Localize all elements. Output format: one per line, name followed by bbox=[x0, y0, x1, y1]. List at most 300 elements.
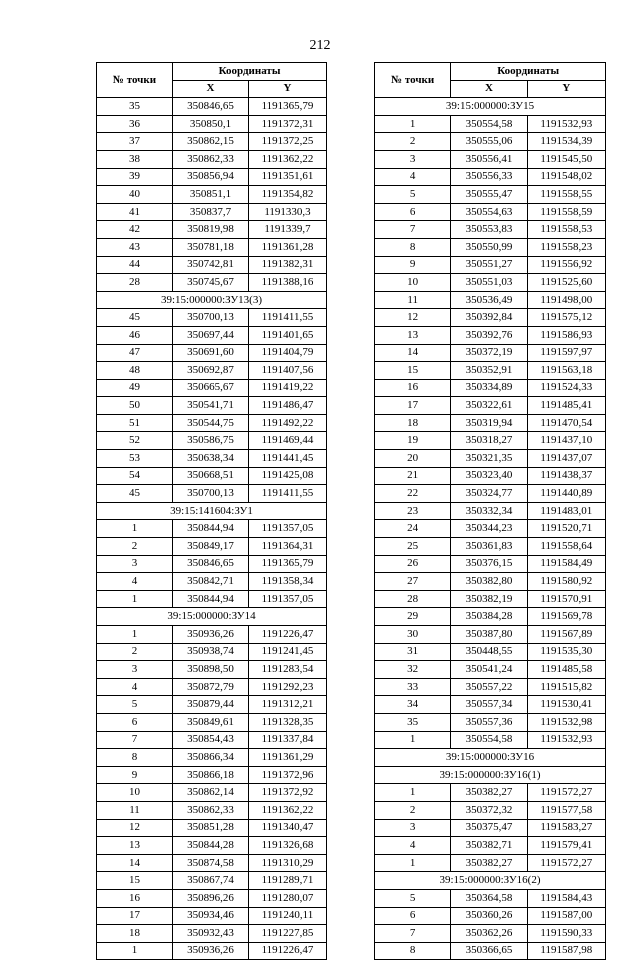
point-number-cell: 13 bbox=[97, 837, 173, 855]
point-number-cell: 4 bbox=[97, 573, 173, 591]
coordinates-header: Координаты bbox=[173, 63, 327, 81]
x-cell: 350742,81 bbox=[173, 256, 249, 274]
table-row bbox=[375, 643, 606, 661]
x-cell: 350846,65 bbox=[173, 555, 249, 573]
table-body-left bbox=[97, 98, 327, 960]
x-cell: 350554,58 bbox=[451, 731, 527, 749]
y-cell: 1191485,58 bbox=[527, 661, 605, 679]
table-row bbox=[375, 326, 606, 344]
point-number-cell: 4 bbox=[375, 837, 451, 855]
x-header: X bbox=[451, 80, 527, 98]
x-cell: 350382,19 bbox=[451, 590, 527, 608]
x-cell: 350691,60 bbox=[173, 344, 249, 362]
x-cell: 350938,74 bbox=[173, 643, 249, 661]
point-number-cell: 50 bbox=[97, 397, 173, 415]
table-row bbox=[375, 678, 606, 696]
table-row bbox=[375, 608, 606, 626]
table-row bbox=[375, 432, 606, 450]
x-cell: 350837,7 bbox=[173, 203, 249, 221]
section-row bbox=[375, 749, 606, 767]
point-number-cell: 17 bbox=[97, 907, 173, 925]
y-cell: 1191587,98 bbox=[527, 942, 605, 960]
point-number-cell: 28 bbox=[97, 274, 173, 292]
point-number-cell: 6 bbox=[375, 907, 451, 925]
y-cell: 1191358,34 bbox=[249, 573, 327, 591]
section-label: 39:15:000000:ЗУ16 bbox=[375, 749, 606, 767]
point-number-cell: 26 bbox=[375, 555, 451, 573]
point-number-cell: 33 bbox=[375, 678, 451, 696]
x-cell: 350361,83 bbox=[451, 538, 527, 556]
y-cell: 1191524,33 bbox=[527, 379, 605, 397]
y-cell: 1191404,79 bbox=[249, 344, 327, 362]
table-row bbox=[97, 362, 327, 380]
point-number-header: № точки bbox=[97, 63, 173, 98]
y-header: Y bbox=[527, 80, 605, 98]
y-cell: 1191401,65 bbox=[249, 326, 327, 344]
y-cell: 1191580,92 bbox=[527, 573, 605, 591]
x-cell: 350392,76 bbox=[451, 326, 527, 344]
table-row bbox=[97, 819, 327, 837]
section-row bbox=[375, 98, 606, 116]
y-cell: 1191365,79 bbox=[249, 98, 327, 116]
x-cell: 350384,28 bbox=[451, 608, 527, 626]
table-row bbox=[97, 538, 327, 556]
table-row bbox=[97, 432, 327, 450]
table-row bbox=[375, 379, 606, 397]
table-row bbox=[97, 872, 327, 890]
table-row bbox=[375, 309, 606, 327]
point-number-cell: 48 bbox=[97, 362, 173, 380]
table-row bbox=[97, 344, 327, 362]
y-cell: 1191515,82 bbox=[527, 678, 605, 696]
point-number-cell: 37 bbox=[97, 133, 173, 151]
table-row bbox=[97, 98, 327, 116]
point-number-cell: 7 bbox=[97, 731, 173, 749]
point-number-cell: 51 bbox=[97, 414, 173, 432]
y-cell: 1191280,07 bbox=[249, 889, 327, 907]
x-cell: 350324,77 bbox=[451, 485, 527, 503]
x-cell: 350344,23 bbox=[451, 520, 527, 538]
table-body-right bbox=[375, 98, 606, 960]
point-number-cell: 53 bbox=[97, 450, 173, 468]
y-cell: 1191545,50 bbox=[527, 150, 605, 168]
point-number-cell: 5 bbox=[97, 696, 173, 714]
table-row bbox=[97, 203, 327, 221]
x-cell: 350867,74 bbox=[173, 872, 249, 890]
point-number-cell: 1 bbox=[375, 115, 451, 133]
point-number-cell: 14 bbox=[97, 854, 173, 872]
point-number-cell: 9 bbox=[97, 766, 173, 784]
y-cell: 1191586,93 bbox=[527, 326, 605, 344]
x-cell: 350665,67 bbox=[173, 379, 249, 397]
table-row bbox=[375, 538, 606, 556]
y-cell: 1191483,01 bbox=[527, 502, 605, 520]
point-number-cell: 19 bbox=[375, 432, 451, 450]
y-cell: 1191364,31 bbox=[249, 538, 327, 556]
y-cell: 1191365,79 bbox=[249, 555, 327, 573]
x-cell: 350332,34 bbox=[451, 502, 527, 520]
point-number-cell: 47 bbox=[97, 344, 173, 362]
table-row bbox=[375, 854, 606, 872]
coordinates-header: Координаты bbox=[451, 63, 606, 81]
point-number-cell: 22 bbox=[375, 485, 451, 503]
y-cell: 1191492,22 bbox=[249, 414, 327, 432]
y-cell: 1191583,27 bbox=[527, 819, 605, 837]
y-cell: 1191241,45 bbox=[249, 643, 327, 661]
x-cell: 350850,1 bbox=[173, 115, 249, 133]
point-number-cell: 1 bbox=[375, 784, 451, 802]
table-row bbox=[97, 626, 327, 644]
x-cell: 350387,80 bbox=[451, 626, 527, 644]
x-cell: 350323,40 bbox=[451, 467, 527, 485]
x-cell: 350862,33 bbox=[173, 150, 249, 168]
table-row bbox=[375, 291, 606, 309]
point-number-cell: 25 bbox=[375, 538, 451, 556]
x-cell: 350555,47 bbox=[451, 186, 527, 204]
table-row bbox=[97, 326, 327, 344]
point-number-cell: 2 bbox=[97, 643, 173, 661]
point-number-cell: 30 bbox=[375, 626, 451, 644]
point-number-cell: 14 bbox=[375, 344, 451, 362]
point-number-cell: 7 bbox=[375, 221, 451, 239]
point-number-cell: 28 bbox=[375, 590, 451, 608]
table-row bbox=[375, 626, 606, 644]
x-header: X bbox=[173, 80, 249, 98]
point-number-cell: 54 bbox=[97, 467, 173, 485]
table-row bbox=[97, 555, 327, 573]
x-cell: 350557,36 bbox=[451, 713, 527, 731]
y-cell: 1191357,05 bbox=[249, 520, 327, 538]
section-row bbox=[97, 608, 327, 626]
point-number-cell: 8 bbox=[375, 238, 451, 256]
table-row bbox=[97, 925, 327, 943]
table-row bbox=[375, 397, 606, 415]
table-row bbox=[375, 450, 606, 468]
table-row bbox=[375, 573, 606, 591]
section-row bbox=[375, 872, 606, 890]
x-cell: 350352,91 bbox=[451, 362, 527, 380]
table-row bbox=[97, 309, 327, 327]
y-cell: 1191388,16 bbox=[249, 274, 327, 292]
x-cell: 350372,19 bbox=[451, 344, 527, 362]
table-row bbox=[375, 115, 606, 133]
x-cell: 350360,26 bbox=[451, 907, 527, 925]
point-number-cell: 40 bbox=[97, 186, 173, 204]
x-cell: 350322,61 bbox=[451, 397, 527, 415]
x-cell: 350932,43 bbox=[173, 925, 249, 943]
x-cell: 350849,61 bbox=[173, 713, 249, 731]
point-number-cell: 20 bbox=[375, 450, 451, 468]
x-cell: 350334,89 bbox=[451, 379, 527, 397]
table-row bbox=[97, 590, 327, 608]
point-number-cell: 8 bbox=[97, 749, 173, 767]
table-row bbox=[375, 784, 606, 802]
y-cell: 1191584,43 bbox=[527, 889, 605, 907]
y-cell: 1191283,54 bbox=[249, 661, 327, 679]
y-cell: 1191362,22 bbox=[249, 150, 327, 168]
table-row bbox=[375, 661, 606, 679]
y-cell: 1191558,59 bbox=[527, 203, 605, 221]
x-cell: 350536,49 bbox=[451, 291, 527, 309]
y-cell: 1191326,68 bbox=[249, 837, 327, 855]
point-number-cell: 34 bbox=[375, 696, 451, 714]
y-cell: 1191584,49 bbox=[527, 555, 605, 573]
point-number-cell: 3 bbox=[375, 150, 451, 168]
point-number-cell: 1 bbox=[97, 626, 173, 644]
y-cell: 1191558,23 bbox=[527, 238, 605, 256]
table-row bbox=[375, 344, 606, 362]
y-cell: 1191498,00 bbox=[527, 291, 605, 309]
x-cell: 350554,58 bbox=[451, 115, 527, 133]
y-cell: 1191328,35 bbox=[249, 713, 327, 731]
table-row bbox=[97, 450, 327, 468]
point-number-cell: 38 bbox=[97, 150, 173, 168]
y-cell: 1191226,47 bbox=[249, 626, 327, 644]
point-number-cell: 3 bbox=[97, 555, 173, 573]
table-row bbox=[97, 713, 327, 731]
point-number-cell: 29 bbox=[375, 608, 451, 626]
table-row bbox=[97, 749, 327, 767]
table-row bbox=[97, 520, 327, 538]
table-row bbox=[97, 854, 327, 872]
point-number-cell: 49 bbox=[97, 379, 173, 397]
y-cell: 1191419,22 bbox=[249, 379, 327, 397]
point-number-cell: 12 bbox=[375, 309, 451, 327]
table-row bbox=[97, 115, 327, 133]
y-cell: 1191330,3 bbox=[249, 203, 327, 221]
point-number-cell: 6 bbox=[97, 713, 173, 731]
x-cell: 350555,06 bbox=[451, 133, 527, 151]
y-cell: 1191572,27 bbox=[527, 854, 605, 872]
x-cell: 350849,17 bbox=[173, 538, 249, 556]
y-cell: 1191437,10 bbox=[527, 432, 605, 450]
table-row bbox=[375, 801, 606, 819]
y-cell: 1191227,85 bbox=[249, 925, 327, 943]
table-row bbox=[375, 590, 606, 608]
y-cell: 1191310,29 bbox=[249, 854, 327, 872]
point-number-cell: 21 bbox=[375, 467, 451, 485]
table-row bbox=[97, 414, 327, 432]
table-row bbox=[97, 661, 327, 679]
y-cell: 1191558,64 bbox=[527, 538, 605, 556]
y-cell: 1191587,00 bbox=[527, 907, 605, 925]
point-number-cell: 3 bbox=[375, 819, 451, 837]
y-cell: 1191532,98 bbox=[527, 713, 605, 731]
table-row bbox=[375, 731, 606, 749]
section-row bbox=[97, 291, 327, 309]
table-row bbox=[375, 133, 606, 151]
point-number-cell: 16 bbox=[375, 379, 451, 397]
x-cell: 350448,55 bbox=[451, 643, 527, 661]
table-row bbox=[97, 573, 327, 591]
table-row bbox=[97, 678, 327, 696]
point-number-cell: 17 bbox=[375, 397, 451, 415]
section-label: 39:15:141604:ЗУ1 bbox=[97, 502, 327, 520]
x-cell: 350862,15 bbox=[173, 133, 249, 151]
y-cell: 1191548,02 bbox=[527, 168, 605, 186]
y-header: Y bbox=[249, 80, 327, 98]
x-cell: 350638,34 bbox=[173, 450, 249, 468]
table-row bbox=[375, 942, 606, 960]
point-number-cell: 52 bbox=[97, 432, 173, 450]
y-cell: 1191337,84 bbox=[249, 731, 327, 749]
point-number-cell: 2 bbox=[375, 801, 451, 819]
table-row bbox=[97, 379, 327, 397]
x-cell: 350934,46 bbox=[173, 907, 249, 925]
point-number-cell: 8 bbox=[375, 942, 451, 960]
y-cell: 1191569,78 bbox=[527, 608, 605, 626]
x-cell: 350319,94 bbox=[451, 414, 527, 432]
x-cell: 350866,34 bbox=[173, 749, 249, 767]
point-number-cell: 45 bbox=[97, 485, 173, 503]
x-cell: 350382,71 bbox=[451, 837, 527, 855]
y-cell: 1191339,7 bbox=[249, 221, 327, 239]
point-number-cell: 43 bbox=[97, 238, 173, 256]
y-cell: 1191530,41 bbox=[527, 696, 605, 714]
y-cell: 1191372,96 bbox=[249, 766, 327, 784]
x-cell: 350586,75 bbox=[173, 432, 249, 450]
x-cell: 350382,27 bbox=[451, 854, 527, 872]
point-number-cell: 18 bbox=[97, 925, 173, 943]
y-cell: 1191372,25 bbox=[249, 133, 327, 151]
point-number-cell: 44 bbox=[97, 256, 173, 274]
y-cell: 1191563,18 bbox=[527, 362, 605, 380]
x-cell: 350375,47 bbox=[451, 819, 527, 837]
point-number-cell: 11 bbox=[97, 801, 173, 819]
y-cell: 1191362,22 bbox=[249, 801, 327, 819]
y-cell: 1191354,82 bbox=[249, 186, 327, 204]
y-cell: 1191438,37 bbox=[527, 467, 605, 485]
y-cell: 1191469,44 bbox=[249, 432, 327, 450]
x-cell: 350550,99 bbox=[451, 238, 527, 256]
x-cell: 350862,33 bbox=[173, 801, 249, 819]
table-row bbox=[97, 150, 327, 168]
point-number-cell: 1 bbox=[375, 731, 451, 749]
point-number-cell: 2 bbox=[375, 133, 451, 151]
point-number-cell: 39 bbox=[97, 168, 173, 186]
y-cell: 1191441,45 bbox=[249, 450, 327, 468]
x-cell: 350544,75 bbox=[173, 414, 249, 432]
point-number-cell: 11 bbox=[375, 291, 451, 309]
x-cell: 350366,65 bbox=[451, 942, 527, 960]
x-cell: 350556,33 bbox=[451, 168, 527, 186]
table-row bbox=[97, 784, 327, 802]
y-cell: 1191525,60 bbox=[527, 274, 605, 292]
y-cell: 1191520,71 bbox=[527, 520, 605, 538]
table-row bbox=[375, 274, 606, 292]
table-row bbox=[97, 696, 327, 714]
point-number-cell: 3 bbox=[97, 661, 173, 679]
x-cell: 350541,71 bbox=[173, 397, 249, 415]
y-cell: 1191357,05 bbox=[249, 590, 327, 608]
y-cell: 1191289,71 bbox=[249, 872, 327, 890]
point-number-cell: 35 bbox=[375, 713, 451, 731]
section-label: 39:15:000000:ЗУ16(1) bbox=[375, 766, 606, 784]
table-row bbox=[375, 555, 606, 573]
point-number-cell: 24 bbox=[375, 520, 451, 538]
table-row bbox=[375, 186, 606, 204]
table-row bbox=[97, 942, 327, 960]
section-label: 39:15:000000:ЗУ14 bbox=[97, 608, 327, 626]
y-cell: 1191351,61 bbox=[249, 168, 327, 186]
table-row bbox=[97, 731, 327, 749]
table-row bbox=[375, 502, 606, 520]
x-cell: 350554,63 bbox=[451, 203, 527, 221]
table-row bbox=[375, 467, 606, 485]
point-number-cell: 15 bbox=[375, 362, 451, 380]
x-cell: 350879,44 bbox=[173, 696, 249, 714]
x-cell: 350697,44 bbox=[173, 326, 249, 344]
point-number-cell: 4 bbox=[97, 678, 173, 696]
table-row bbox=[375, 150, 606, 168]
table-row bbox=[375, 520, 606, 538]
table-row bbox=[97, 467, 327, 485]
point-number-cell: 35 bbox=[97, 98, 173, 116]
y-cell: 1191558,53 bbox=[527, 221, 605, 239]
x-cell: 350321,35 bbox=[451, 450, 527, 468]
x-cell: 350372,32 bbox=[451, 801, 527, 819]
table-row bbox=[375, 485, 606, 503]
x-cell: 350362,26 bbox=[451, 925, 527, 943]
y-cell: 1191292,23 bbox=[249, 678, 327, 696]
point-number-cell: 1 bbox=[375, 854, 451, 872]
table-row bbox=[97, 186, 327, 204]
y-cell: 1191558,55 bbox=[527, 186, 605, 204]
table-row bbox=[375, 889, 606, 907]
y-cell: 1191532,93 bbox=[527, 731, 605, 749]
section-label: 39:15:000000:ЗУ13(3) bbox=[97, 291, 327, 309]
x-cell: 350318,27 bbox=[451, 432, 527, 450]
section-row bbox=[97, 502, 327, 520]
table-row bbox=[375, 238, 606, 256]
coordinates-table-right bbox=[374, 62, 606, 960]
coordinates-table-left bbox=[96, 62, 327, 960]
point-number-header: № точки bbox=[375, 63, 451, 98]
x-cell: 350556,41 bbox=[451, 150, 527, 168]
point-number-cell: 27 bbox=[375, 573, 451, 591]
point-number-cell: 1 bbox=[97, 590, 173, 608]
table-row bbox=[97, 485, 327, 503]
x-cell: 350872,79 bbox=[173, 678, 249, 696]
x-cell: 350936,26 bbox=[173, 626, 249, 644]
y-cell: 1191361,29 bbox=[249, 749, 327, 767]
x-cell: 350854,43 bbox=[173, 731, 249, 749]
point-number-cell: 42 bbox=[97, 221, 173, 239]
x-cell: 350364,58 bbox=[451, 889, 527, 907]
y-cell: 1191437,07 bbox=[527, 450, 605, 468]
table-row bbox=[97, 256, 327, 274]
y-cell: 1191534,39 bbox=[527, 133, 605, 151]
y-cell: 1191411,55 bbox=[249, 309, 327, 327]
x-cell: 350557,22 bbox=[451, 678, 527, 696]
y-cell: 1191372,92 bbox=[249, 784, 327, 802]
y-cell: 1191312,21 bbox=[249, 696, 327, 714]
table-row bbox=[375, 713, 606, 731]
y-cell: 1191411,55 bbox=[249, 485, 327, 503]
y-cell: 1191486,47 bbox=[249, 397, 327, 415]
y-cell: 1191556,92 bbox=[527, 256, 605, 274]
y-cell: 1191590,33 bbox=[527, 925, 605, 943]
y-cell: 1191240,11 bbox=[249, 907, 327, 925]
y-cell: 1191382,31 bbox=[249, 256, 327, 274]
x-cell: 350382,27 bbox=[451, 784, 527, 802]
point-number-cell: 46 bbox=[97, 326, 173, 344]
x-cell: 350842,71 bbox=[173, 573, 249, 591]
y-cell: 1191532,93 bbox=[527, 115, 605, 133]
x-cell: 350745,67 bbox=[173, 274, 249, 292]
x-cell: 350819,98 bbox=[173, 221, 249, 239]
y-cell: 1191572,27 bbox=[527, 784, 605, 802]
